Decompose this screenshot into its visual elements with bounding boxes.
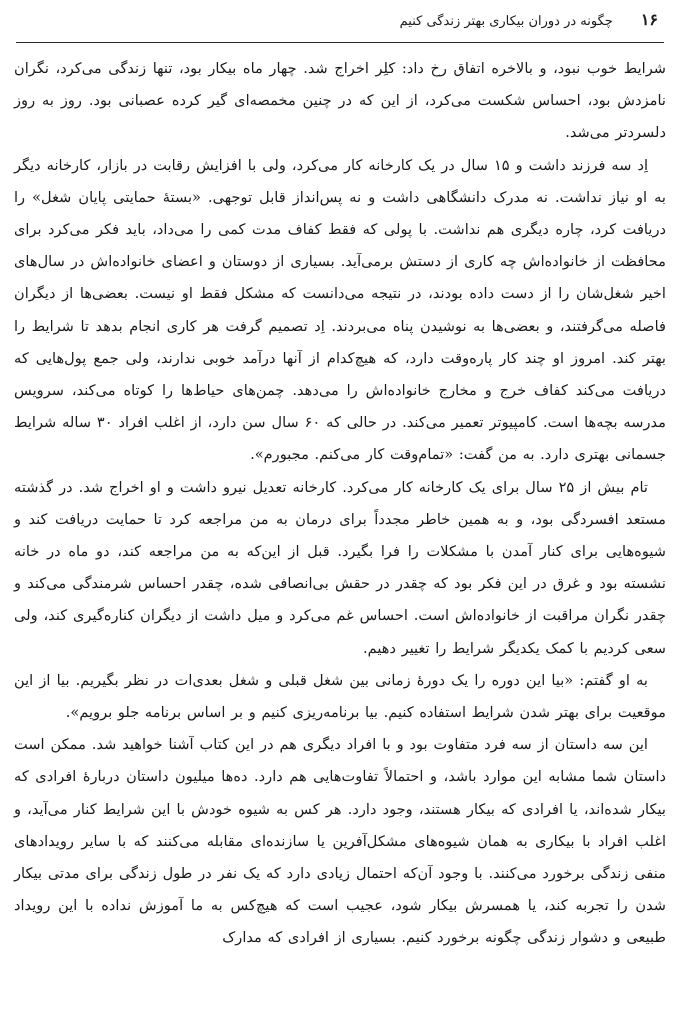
paragraph-claire: شرایط خوب نبود، و بالاخره اتفاق رخ داد: کلِر اخراج شد. چهار ماه بیکار بود، تنها زندگی می‌کرد، نگران نامزدش بود، احساس شکست می‌کرد، از این که در چنین مخمصه‌ای گیر کرده عصبانی بود. روز به روز دلسردتر می‌شد. <box>14 60 666 142</box>
running-header <box>16 10 664 43</box>
paragraph-conclusion: این سه داستان از سه فرد متفاوت بود و با افراد دیگری هم در این کتاب آشنا خواهید شد. ممکن است داستان شما مشابه این موارد باشد، و احتمالاً تفاوت‌هایی هم دارد. ده‌ها میلیون داستان دربارهٔ افرادی که بیکار شده‌اند، یا افرادی که بیکار هستند، وجود دارد. هر کس به شیوه خودش با این شرایط کنار می‌آید، و اغلب افراد با بیکاری به همان شیوه‌های مشکل‌آفرین یا سازنده‌ای مقابله می‌کنند که با سایر رویدادهای منفی زندگی برخورد می‌کنند. با وجود آن‌که احتمال زیادی دارد که یک نفر در طول زندگی برای مدتی بیکار شدن را تجربه کند، یا همسرش بیکار شود، عجیب است که هیچ‌کس به ما آموزش نداده با این رویداد طبیعی و دشوار زندگی چگونه برخورد کنیم. بسیاری از افرادی که مدارک <box>14 736 667 947</box>
page-number: ۱۶ <box>640 10 658 29</box>
paragraph-tom: تام بیش از ۲۵ سال برای یک کارخانه کار می‌کرد. کارخانه تعدیل نیرو داشت و او اخراج شد. در گذشته مستعد افسردگی بود، و به همین خاطر مجدداً برای درمان به من مراجعه کرد تا حمایت دریافت کند و شیوه‌هایی برای کنار آمدن با مشکلات را فرا بگیرد. قبل از این‌که به من مراجعه کند، دو ماه در خانه نشسته بود و غرق در این فکر بود که چقدر در حقش بی‌انصافی شده، چقدر احساس شرمندگی می‌کند و چقدر نگران مراقبت از خانواده‌اش است. احساس غم می‌کرد و میل داشت از دیگران کناره‌گیری کند، ولی سعی کردیم با کمک یکدیگر شرایط را تغییر دهیم. <box>14 478 666 657</box>
paragraph-ed: اِد سه فرزند داشت و ۱۵ سال در یک کارخانه کار می‌کرد، ولی با افزایش رقابت در بازار، کارخانه دیگر به او نیاز نداشت. نه مدرک دانشگاهی داشت و نه پس‌انداز قابل توجهی. «بستهٔ حمایتی پایان شغل» را دریافت کرد، چاره دیگری هم نداشت. با پولی که فقط کفاف مدت کمی را می‌داد، باید فکر می‌کرد برای محافظت از خانواده‌اش چه کاری از دستش برمی‌آید. بسیاری از دوستان و اعضای خانواده‌اش در سال‌های اخیر شغل‌شان را از دست داده بودند، در نتیجه می‌دانست که مشکل فقط او نیست. بعضی‌ها از دیگران فاصله می‌گرفتند، و بعضی‌ها به نوشیدن پناه می‌بردند. اِد تصمیم گرفت هر کاری انجام بدهد تا شرایط را بهتر کند. امروز او چند کار پاره‌وقت دارد، که هیچ‌کدام از آنها درآمد خوبی ندارند، ولی جمع پول‌هایی که دریافت می‌کند کفاف خرج و مخارج خانواده‌اش را می‌دهد. چمن‌های حیاط‌ها را کوتاه می‌کند، سرویس مدرسه بچه‌ها است. کامپیوتر تعمیر می‌کند. در حالی که ۶۰ سال سن دارد، از اغلب افراد ۳۰ ساله شرایط جسمانی بهتری دارد. به من گفت: «تمام‌وقت کار می‌کنم. مجبورم». <box>14 156 666 464</box>
paragraph-quote: به او گفتم: «بیا این دوره را یک دورهٔ زمانی بین شغل قبلی و شغل بعدی‌ات در نظر بگیریم. بیا از این موقعیت برای بهتر شدن شرایط استفاده کنیم. بیا برنامه‌ریزی کنیم و بر اساس برنامه جلو برویم». <box>14 671 666 722</box>
running-title: چگونه در دوران بیکاری بهتر زندگی کنیم <box>399 14 613 29</box>
body-text <box>14 53 666 955</box>
